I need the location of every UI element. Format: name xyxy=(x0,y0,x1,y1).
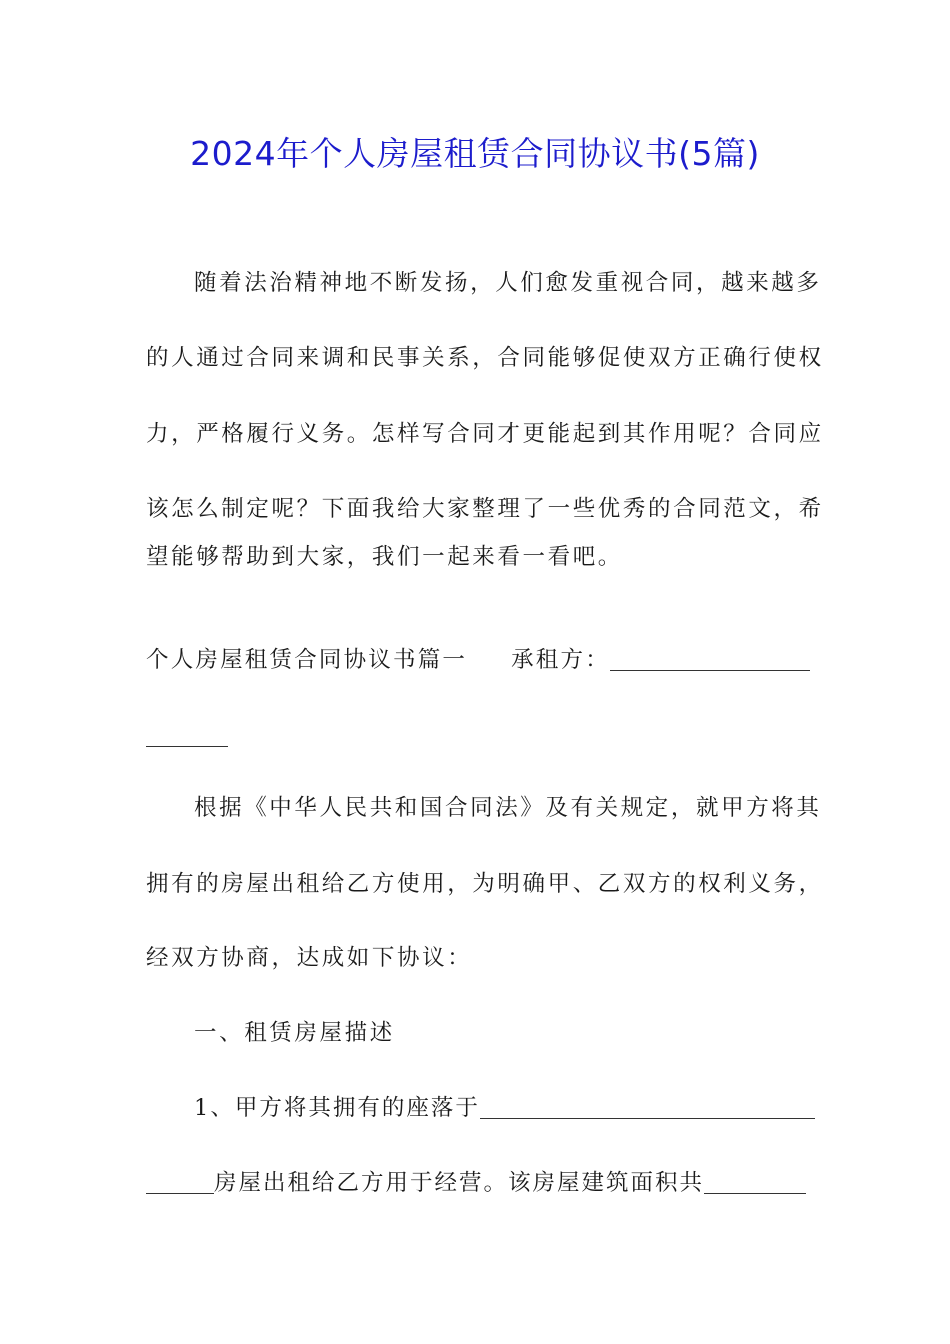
lessee-blank-tail xyxy=(146,745,228,747)
intro-line-4: 该怎么制定呢？下面我给大家整理了一些优秀的合同范文，希 xyxy=(146,496,824,522)
location-blank-tail xyxy=(146,1192,214,1194)
intro-line-3: 力，严格履行义务。怎样写合同才更能起到其作用呢？合同应 xyxy=(146,421,824,447)
intro-line-2: 的人通过合同来调和民事关系，合同能够促使双方正确行使权 xyxy=(146,345,824,371)
location-blank xyxy=(480,1117,815,1119)
item-one-line xyxy=(194,1088,806,1128)
lessee-label: 承租方： xyxy=(511,647,610,673)
lessee-blank-continued xyxy=(146,716,806,756)
basis-line-3: 经双方协商，达成如下协议： xyxy=(146,945,473,971)
intro-line-1: 随着法治精神地不断发扬，人们愈发重视合同，越来越多 xyxy=(194,270,822,296)
clause-one-title: 一、租赁房屋描述 xyxy=(194,1020,395,1046)
section-heading: 个人房屋租赁合同协议书篇一 xyxy=(146,647,468,673)
item-one-prefix: 1、甲方将其拥有的座落于 xyxy=(194,1095,480,1121)
basis-line-1: 根据《中华人民共和国合同法》及有关规定，就甲方将其 xyxy=(194,795,822,821)
document-title: 2024年个人房屋租赁合同协议书(5篇) xyxy=(190,134,760,173)
lessee-blank xyxy=(610,669,810,671)
item-one-continued xyxy=(146,1163,806,1203)
intro-line-5: 望能够帮助到大家，我们一起来看一看吧。 xyxy=(146,544,623,570)
basis-line-2: 拥有的房屋出租给乙方使用，为明确甲、乙双方的权利义务， xyxy=(146,871,824,897)
area-blank xyxy=(704,1192,806,1194)
section-heading-line xyxy=(146,640,806,680)
item-one-cont: 房屋出租给乙方用于经营。该房屋建筑面积共 xyxy=(214,1170,705,1196)
